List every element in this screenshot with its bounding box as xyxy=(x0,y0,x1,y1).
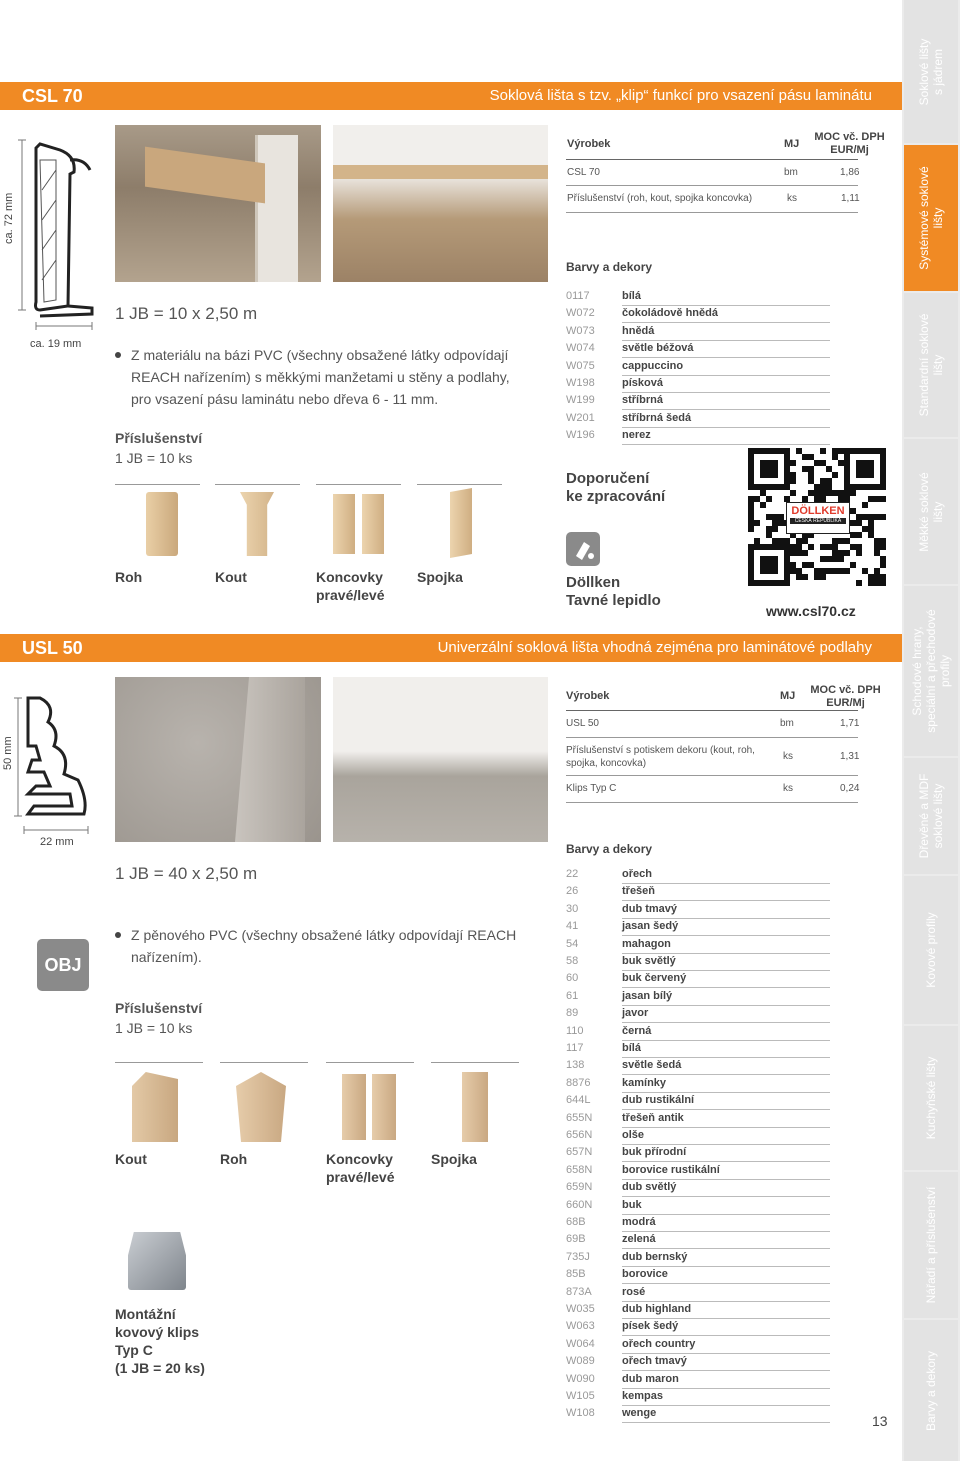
sidebar-tab-label: Systémové soklové lišty xyxy=(917,166,945,270)
color-code: W072 xyxy=(566,307,595,320)
color-code: 68B xyxy=(566,1216,586,1228)
table-cell: bm xyxy=(780,718,794,729)
table-cell: Klips Typ C xyxy=(566,783,617,794)
color-name: světle béžová xyxy=(622,342,694,355)
accessory-label: Roh xyxy=(115,569,143,585)
color-code: 658N xyxy=(566,1163,593,1176)
color-code: 69B xyxy=(566,1233,586,1246)
sidebar-tab-label: Dřevěné a MDF soklové lišty xyxy=(917,773,945,859)
color-name: světle šedá xyxy=(622,1059,682,1072)
color-row-divider xyxy=(622,1214,830,1215)
color-row-divider xyxy=(622,1370,830,1371)
color-row-divider xyxy=(622,1301,830,1302)
table-cell: 0,24 xyxy=(840,783,860,794)
sidebar-tab-label: Soklové lišty s jádrem xyxy=(917,38,945,105)
color-name: mahagon xyxy=(622,937,671,950)
color-row-divider xyxy=(622,375,830,376)
table-header-price: MOC vč. DPH EUR/Mj xyxy=(810,684,881,709)
csl70-subtitle: Soklová lišta s tzv. „klip“ funkcí pro vsazení pásu laminátu xyxy=(489,87,872,104)
csl70-header-bar xyxy=(0,82,902,110)
color-name: olše xyxy=(622,1129,645,1141)
website-link[interactable]: www.csl70.cz xyxy=(766,603,856,619)
color-code: W035 xyxy=(566,1303,595,1315)
color-name: dub highland xyxy=(622,1303,692,1315)
color-name: písek šedý xyxy=(622,1320,679,1333)
color-row-divider xyxy=(622,1161,830,1162)
clip-label: Montážní kovový klips Typ C (1 JB = 20 ks) xyxy=(115,1306,205,1376)
sidebar-tab[interactable] xyxy=(904,293,958,437)
order-badge: OBJ xyxy=(37,939,89,991)
table-header-product: Výrobek xyxy=(566,690,610,702)
csl70-recommendation-title: Doporučení ke zpracování xyxy=(566,470,666,505)
color-code: W090 xyxy=(566,1372,595,1385)
color-row-divider xyxy=(622,1231,830,1232)
color-name: nerez xyxy=(622,429,651,442)
sidebar-tab-label: Standardní soklové lišty xyxy=(917,313,945,417)
color-code: W064 xyxy=(566,1337,595,1350)
usl50-dim-width: 22 mm xyxy=(40,836,74,848)
color-code: W073 xyxy=(566,324,595,337)
color-name: bílá xyxy=(622,1042,641,1054)
color-code: W074 xyxy=(566,342,595,355)
accessory-connector-image xyxy=(450,488,472,558)
color-name: písková xyxy=(622,377,663,389)
csl70-package-size: 1 JB = 10 x 2,50 m xyxy=(115,304,258,323)
color-row-divider xyxy=(622,340,830,341)
color-row-divider xyxy=(622,1092,830,1093)
color-name: cappuccino xyxy=(622,359,684,372)
color-code: 659N xyxy=(566,1181,593,1194)
color-row-divider xyxy=(622,322,830,323)
color-row-divider xyxy=(622,357,830,358)
qr-code[interactable] xyxy=(748,448,886,586)
csl70-accessories-title: Příslušenství xyxy=(115,430,203,446)
table-header-product: Výrobek xyxy=(567,138,611,150)
color-name: borovice rustikální xyxy=(622,1163,720,1176)
qr-brand-logo: DÖLLKEN ČESKÁ REPUBLIKA xyxy=(786,502,850,534)
accessory-corner-image xyxy=(236,1072,286,1142)
csl70-description: Z materiálu na bázi PVC (všechny obsažené látky odpovídají REACH nařízením) s měkkými manžetami u stěny a podlahy, pro vsazení pásu laminátu nebo dřeva 6 - 11 mm. xyxy=(131,347,510,407)
sidebar-tab[interactable] xyxy=(904,0,958,143)
color-row-divider xyxy=(622,1040,830,1041)
usl50-photo-room xyxy=(333,677,548,842)
color-name: stříbrná xyxy=(622,394,663,407)
color-code: 54 xyxy=(566,937,579,950)
color-row-divider xyxy=(622,1266,830,1267)
csl70-code: CSL 70 xyxy=(22,86,83,106)
table-cell: 1,71 xyxy=(840,718,860,729)
accessory-corner-image xyxy=(146,492,178,556)
accessory-connector-image xyxy=(462,1072,488,1142)
color-name: jasan šedý xyxy=(622,920,679,933)
sidebar-tab-label: Měkké soklové lišty xyxy=(917,471,945,552)
usl50-header-bar xyxy=(0,634,902,662)
color-row-divider xyxy=(622,1388,830,1389)
sidebar-tab[interactable] xyxy=(904,586,958,756)
color-name: borovice xyxy=(622,1268,668,1281)
color-name: ořech country xyxy=(622,1337,696,1350)
color-code: 644L xyxy=(566,1094,591,1107)
accessory-label: Koncovky pravé/levé xyxy=(316,569,385,603)
color-code: 0117 xyxy=(566,290,590,302)
sidebar-tab-label: Schodové hrany, speciální a přechodové profily xyxy=(910,609,952,733)
table-cell: Příslušenství (roh, kout, spojka koncovka) xyxy=(567,193,753,204)
color-code: 61 xyxy=(566,989,579,1002)
color-name: jasan bílý xyxy=(622,989,673,1002)
sidebar-tab[interactable] xyxy=(904,1172,958,1318)
table-cell: CSL 70 xyxy=(567,167,600,178)
color-code: 60 xyxy=(566,972,579,985)
csl70-accessories-jb: 1 JB = 10 ks xyxy=(115,450,193,466)
color-code: W196 xyxy=(566,429,595,442)
usl50-dim-height: 50 mm xyxy=(2,736,14,770)
color-code: 656N xyxy=(566,1129,593,1141)
accessory-end-cap-right-image xyxy=(362,494,384,554)
sidebar-tab[interactable] xyxy=(904,439,958,584)
table-cell: 1,11 xyxy=(841,193,860,204)
color-name: hnědá xyxy=(622,324,655,337)
glue-icon xyxy=(566,532,600,566)
color-code: W075 xyxy=(566,359,595,372)
color-code: W089 xyxy=(566,1355,595,1368)
color-name: ořech xyxy=(622,868,652,880)
color-row-divider xyxy=(622,1196,830,1197)
color-name: stříbrná šedá xyxy=(622,411,692,424)
color-code: W105 xyxy=(566,1390,595,1402)
color-code: W063 xyxy=(566,1320,595,1333)
sidebar-tab[interactable] xyxy=(904,758,958,874)
bullet-dot xyxy=(115,352,121,358)
color-name: dub světlý xyxy=(622,1181,677,1194)
color-code: 22 xyxy=(566,868,579,880)
csl70-photo-room xyxy=(333,125,548,282)
color-name: ořech tmavý xyxy=(622,1355,687,1368)
color-name: buk červený xyxy=(622,972,687,985)
table-cell: Příslušenství s potiskem dekoru (kout, roh, spojka, koncovka) xyxy=(566,745,755,769)
color-name: dub bernský xyxy=(622,1250,688,1263)
color-row-divider xyxy=(622,1074,830,1075)
accessory-label: Kout xyxy=(115,1151,147,1167)
color-row-divider xyxy=(622,935,830,936)
accessory-end-cap-left-image xyxy=(333,494,355,554)
table-cell: 1,86 xyxy=(840,167,860,178)
color-name: dub rustikální xyxy=(622,1094,695,1107)
color-code: 660N xyxy=(566,1198,593,1211)
color-name: javor xyxy=(622,1007,649,1020)
color-row-divider xyxy=(622,953,830,954)
color-code: 41 xyxy=(566,920,579,933)
color-name: wenge xyxy=(622,1407,657,1420)
accessory-label: Koncovky pravé/levé xyxy=(326,1151,395,1185)
color-code: 657N xyxy=(566,1146,593,1159)
table-header-price: MOC vč. DPH EUR/Mj xyxy=(814,131,885,156)
color-row-divider xyxy=(622,1353,830,1354)
color-row-divider xyxy=(622,1005,830,1006)
color-row-divider xyxy=(622,409,830,410)
usl50-code: USL 50 xyxy=(22,638,83,658)
color-row-divider xyxy=(622,970,830,971)
color-code: 117 xyxy=(566,1042,584,1054)
color-code: W201 xyxy=(566,411,595,424)
color-code: 110 xyxy=(566,1024,584,1037)
color-name: třešeň antik xyxy=(622,1111,684,1124)
color-row-divider xyxy=(622,1109,830,1110)
color-code: 138 xyxy=(566,1059,585,1072)
color-row-divider xyxy=(622,1022,830,1023)
color-row-divider xyxy=(622,1405,830,1406)
sidebar-tab-label: Nářadí a příslušenství xyxy=(924,1186,938,1304)
usl50-photo-closeup xyxy=(115,677,321,842)
color-row-divider xyxy=(622,427,830,428)
color-name: kempas xyxy=(622,1390,663,1402)
color-name: buk xyxy=(622,1198,642,1211)
color-name: bílá xyxy=(622,290,641,302)
color-code: 873A xyxy=(566,1285,592,1298)
table-cell: ks xyxy=(787,193,797,204)
color-name: černá xyxy=(622,1024,652,1037)
usl50-accessories-title: Příslušenství xyxy=(115,1000,203,1016)
color-row-divider xyxy=(622,1179,830,1180)
color-code: W199 xyxy=(566,394,595,407)
color-row-divider xyxy=(622,1422,830,1423)
table-cell: ks xyxy=(783,783,793,794)
color-code: 26 xyxy=(566,885,579,898)
accessory-label: Roh xyxy=(220,1151,248,1167)
color-row-divider xyxy=(622,1057,830,1058)
adhesive-label: Döllken Tavné lepidlo xyxy=(566,574,661,609)
color-row-divider xyxy=(622,1318,830,1319)
accessory-label: Kout xyxy=(215,569,247,585)
color-name: čokoládově hnědá xyxy=(622,307,718,320)
table-cell: 1,31 xyxy=(840,751,860,762)
color-code: W108 xyxy=(566,1407,595,1420)
bullet-dot xyxy=(115,932,121,938)
color-row-divider xyxy=(622,918,830,919)
color-code: 735J xyxy=(566,1250,590,1263)
accessory-end-cap-right-image xyxy=(372,1074,396,1140)
color-row-divider xyxy=(622,1283,830,1284)
page-number: 13 xyxy=(872,1413,888,1429)
csl70-dim-height: ca. 72 mm xyxy=(3,192,15,244)
sidebar-tab[interactable] xyxy=(904,876,958,1024)
color-name: buk přírodní xyxy=(622,1146,687,1159)
csl70-dim-width: ca. 19 mm xyxy=(30,338,82,350)
sidebar-tab[interactable] xyxy=(904,145,958,291)
sidebar-tab-label: Kuchyňské lišty xyxy=(924,1056,938,1140)
color-row-divider xyxy=(622,1248,830,1249)
csl70-photo-closeup xyxy=(115,125,321,282)
accessory-end-cap-left-image xyxy=(342,1074,366,1140)
usl50-profile-drawing xyxy=(0,690,100,840)
color-code: W198 xyxy=(566,377,595,389)
color-row-divider xyxy=(622,1144,830,1145)
sidebar-tab-label: Kovové profily xyxy=(924,912,938,988)
usl50-subtitle: Univerzální soklová lišta vhodná zejména pro laminátové podlahy xyxy=(437,639,872,656)
accessory-label: Spojka xyxy=(431,1151,477,1167)
usl50-accessories-jb: 1 JB = 10 ks xyxy=(115,1020,193,1036)
mounting-clip-image xyxy=(128,1232,186,1290)
color-row-divider xyxy=(622,883,830,884)
csl70-colors-title: Barvy a dekory xyxy=(566,260,653,274)
table-header-unit: MJ xyxy=(780,690,796,702)
usl50-package-size: 1 JB = 40 x 2,50 m xyxy=(115,864,258,883)
table-cell: USL 50 xyxy=(566,718,599,729)
color-row-divider xyxy=(622,1127,830,1128)
usl50-description: Z pěnového PVC (všechny obsažené látky odpovídají REACH nařízením). xyxy=(131,927,517,965)
color-code: 30 xyxy=(566,902,579,915)
color-code: 89 xyxy=(566,1007,579,1020)
color-row-divider xyxy=(622,1335,830,1336)
color-row-divider xyxy=(622,900,830,901)
sidebar-tab[interactable] xyxy=(904,1320,958,1461)
color-name: kamínky xyxy=(622,1076,667,1089)
color-name: třešeň xyxy=(622,885,656,898)
sidebar-tab[interactable] xyxy=(904,1026,958,1170)
table-cell: bm xyxy=(784,167,798,178)
color-code: 8876 xyxy=(566,1076,591,1089)
color-row-divider xyxy=(622,305,830,306)
accessory-inner-corner-image xyxy=(132,1072,178,1142)
accessory-label: Spojka xyxy=(417,569,463,585)
color-name: zelená xyxy=(622,1233,656,1246)
color-code: 58 xyxy=(566,955,579,967)
color-row-divider xyxy=(622,987,830,988)
usl50-colors-title: Barvy a dekory xyxy=(566,842,653,856)
sidebar-tab-label: Barvy a dekory xyxy=(924,1350,938,1431)
color-name: buk světlý xyxy=(622,955,676,967)
table-header-unit: MJ xyxy=(784,138,800,150)
color-row-divider xyxy=(622,444,830,445)
color-name: modrá xyxy=(622,1216,656,1228)
color-row-divider xyxy=(622,392,830,393)
color-name: dub tmavý xyxy=(622,902,678,915)
accessory-inner-corner-image xyxy=(240,492,274,556)
color-name: rosé xyxy=(622,1285,646,1298)
csl70-profile-drawing xyxy=(0,130,100,350)
color-code: 85B xyxy=(566,1268,586,1281)
color-code: 655N xyxy=(566,1111,593,1124)
color-name: dub maron xyxy=(622,1372,679,1385)
table-cell: ks xyxy=(783,751,793,762)
